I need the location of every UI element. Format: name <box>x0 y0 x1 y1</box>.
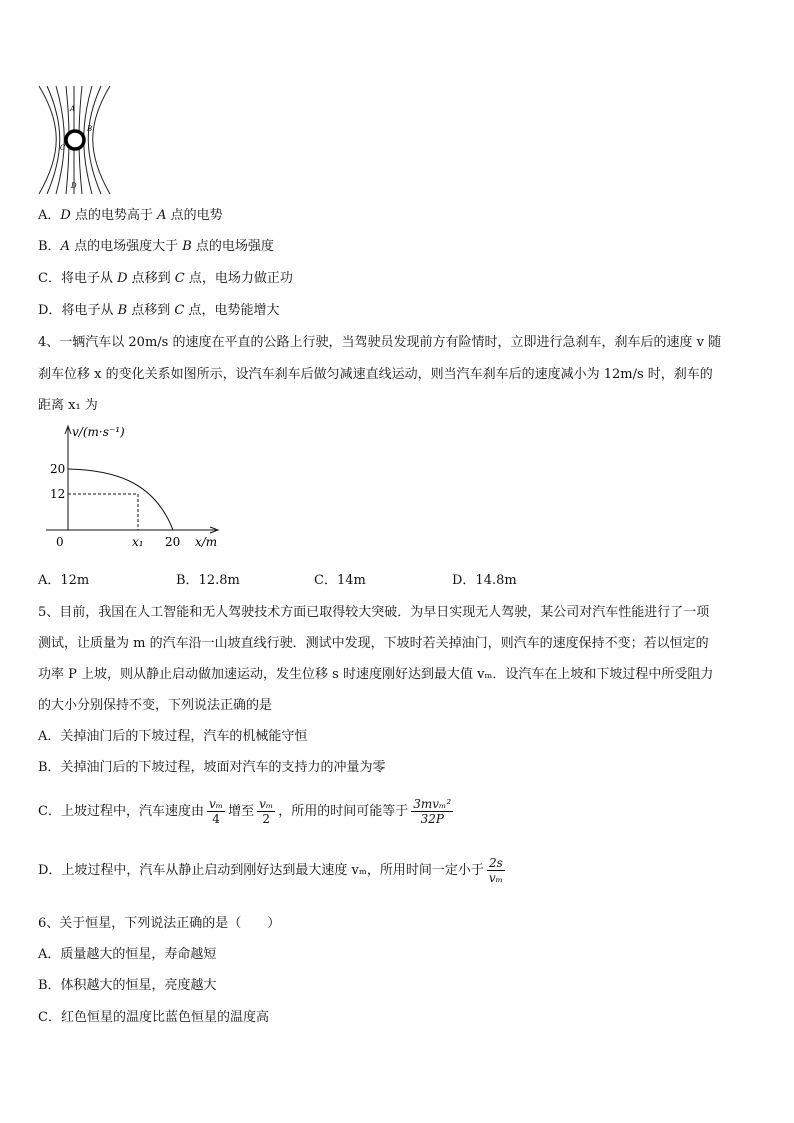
fraction-2s-over-vm: $\frac{2s}{\text{vₘ}}$ <box>488 856 504 885</box>
q4-stem-line-2: 刹车位移 x 的变化关系如图所示，设汽车刹车后做匀减速直线运动，则当汽车刹车后的速度减小为 12m/s 时，刹车的 <box>38 367 713 382</box>
q4-option-d: D．14.8m <box>452 573 517 588</box>
q5-stem-line-2: 测试，让质量为 m 的汽车沿一山坡直线行驶．测试中发现，下坡时若关掉油门，则汽车的速度保持不变；若以恒定的 <box>38 636 709 651</box>
q6-option-c: C．红色恒星的温度比蓝色恒星的温度高 <box>38 1010 269 1025</box>
velocity-curve <box>68 469 173 530</box>
q5-option-c: C．上坡过程中，汽车速度由 $\frac{\text{vₘ}}{4}$ 增至 $\frac{\text{vₘ}}{2}$ ，所用的时间可能等于 $\frac{\text{3mvₘ²}}{32P}$ <box>38 797 452 826</box>
fraction-time-expression: $\frac{\text{3mvₘ²}}{32P}$ <box>413 797 452 826</box>
x-tick-20: 20 <box>165 535 181 549</box>
q6-option-a: A．质量越大的恒星，寿命越短 <box>38 947 217 962</box>
y-tick-20: 20 <box>50 462 66 476</box>
q5-stem-line-3: 功率 P 上坡，则从静止启动做加速运动，发生位移 s 时速度刚好达到最大值 vₘ．设汽车在上坡和下坡过程中所受阻力 <box>38 667 714 682</box>
q5-option-a: A．关掉油门后的下坡过程，汽车的机械能守恒 <box>38 729 308 744</box>
q3-option-d: D．将电子从 B 点移到 C 点，电势能增大 <box>38 303 280 318</box>
q5-stem-line-4: 的大小分别保持不变，下列说法正确的是 <box>38 698 273 713</box>
q6-stem: 6、关于恒星，下列说法正确的是（ ） <box>38 916 281 931</box>
q4-option-c: C．14m <box>314 573 366 588</box>
electric-field-figure <box>34 84 124 196</box>
fraction-vm-over-2: $\frac{\text{vₘ}}{2}$ <box>259 797 274 826</box>
q3-option-b: B．A 点的电场强度大于 B 点的电场强度 <box>38 239 274 254</box>
q4-stem-line-1: 4、一辆汽车以 20m/s 的速度在平直的公路上行驶，当驾驶员发现前方有险情时，立即进行急刹车，刹车后的速度 v 随 <box>38 335 722 350</box>
field-label-b: B <box>87 125 93 133</box>
y-axis-label: v/(m·s⁻¹) <box>72 425 125 439</box>
q5-stem-line-1: 5、目前，我国在人工智能和无人驾驶技术方面已取得较大突破．为早日实现无人驾驶，某公司对汽车性能进行了一项 <box>38 605 710 620</box>
field-label-c: C <box>60 144 66 152</box>
q4-option-a: A．12m <box>38 573 90 588</box>
field-label-d: D <box>71 182 77 190</box>
field-label-a: A <box>70 105 76 113</box>
q3-option-a: A．D 点的电势高于 A 点的电势 <box>38 208 223 223</box>
origin-label: 0 <box>56 535 64 549</box>
y-tick-12: 12 <box>50 487 66 501</box>
velocity-displacement-graph <box>38 420 228 555</box>
q5-option-b: B．关掉油门后的下坡过程，坡面对汽车的支持力的冲量为零 <box>38 760 386 775</box>
x-axis-label: x/m <box>195 535 218 549</box>
fraction-vm-over-4: $\frac{\text{vₘ}}{4}$ <box>208 797 224 826</box>
q6-option-b: B．体积越大的恒星，亮度越大 <box>38 978 217 993</box>
q4-option-b: B．12.8m <box>176 573 240 588</box>
ring-conductor <box>66 131 84 149</box>
x-tick-x1: x₁ <box>132 535 144 549</box>
q4-stem-line-3: 距离 x₁ 为 <box>38 398 98 413</box>
q3-option-c: C．将电子从 D 点移到 C 点，电场力做正功 <box>38 271 293 286</box>
q5-option-d: D．上坡过程中，汽车从静止启动到刚好达到最大速度 vₘ，所用时间一定小于 $\frac{2s}{\text{vₘ}}$ <box>38 856 504 885</box>
